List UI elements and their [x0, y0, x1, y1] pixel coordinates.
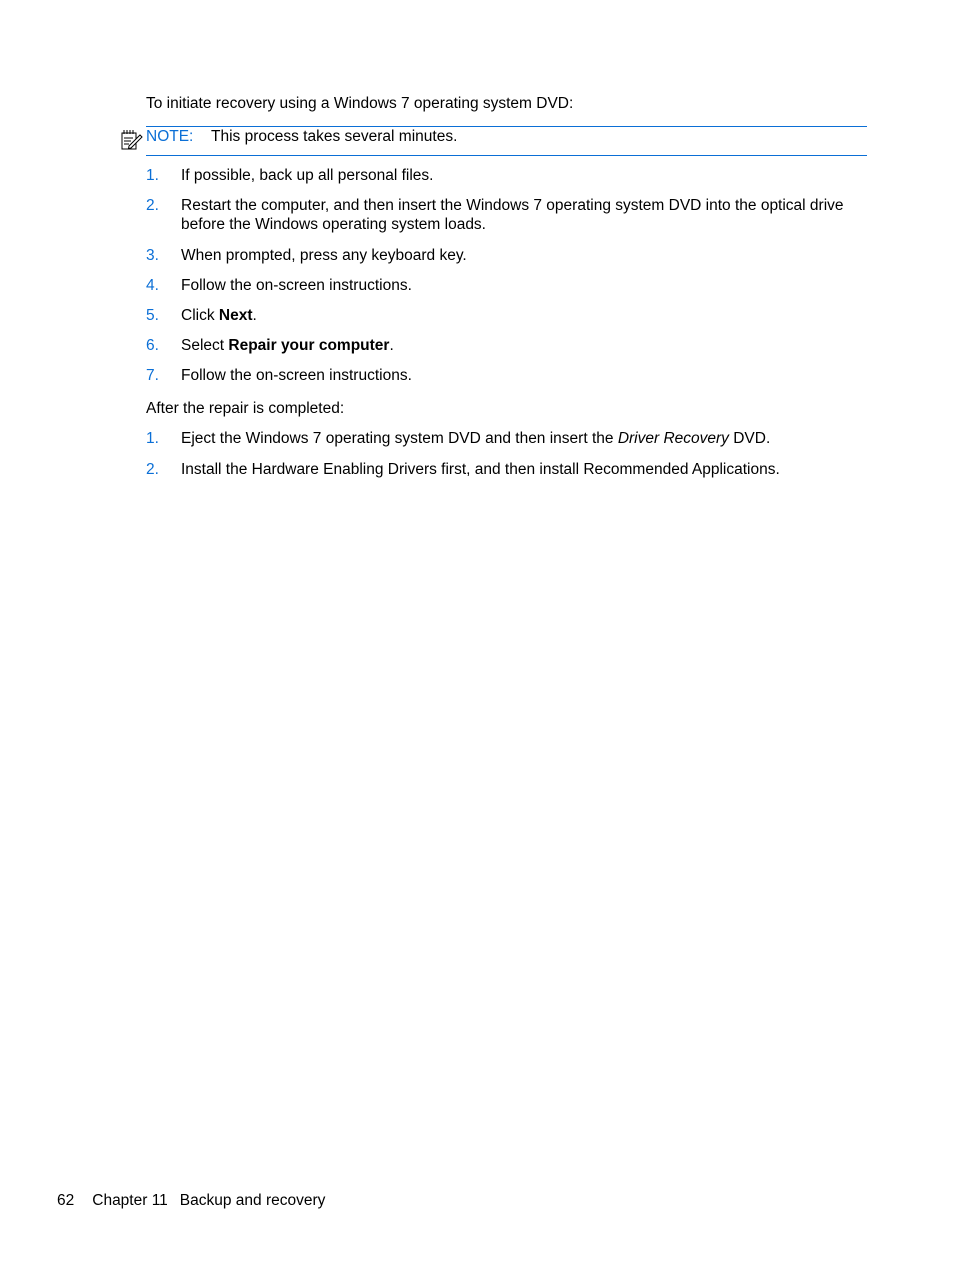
intro-paragraph: To initiate recovery using a Windows 7 operating system DVD:	[146, 95, 574, 112]
step-number: 2.	[146, 461, 159, 478]
recovery-steps-list	[146, 166, 867, 396]
step-text: Restart the computer, and then insert the Windows 7 operating system DVD into the optical drive before the Windows operating system loads.	[181, 197, 844, 233]
step-number: 5.	[146, 307, 159, 324]
note-box	[146, 126, 867, 156]
step-text: Follow the on-screen instructions.	[181, 367, 412, 384]
step-number: 3.	[146, 247, 159, 264]
step-text: Eject the Windows 7 operating system DVD and then insert the Driver Recovery DVD.	[181, 430, 771, 447]
note-icon	[120, 127, 144, 151]
list-item	[146, 366, 867, 385]
step-text: Click Next.	[181, 307, 257, 324]
ui-term: Repair your computer	[228, 337, 390, 354]
step-text: Install the Hardware Enabling Drivers first, and then install Recommended Applications.	[181, 461, 780, 478]
step-text: Select Repair your computer.	[181, 337, 394, 354]
step-text: If possible, back up all personal files.	[181, 167, 434, 184]
list-item	[146, 166, 867, 185]
ui-term: Next	[218, 307, 253, 324]
note-text: This process takes several minutes.	[211, 128, 458, 145]
disc-name: Driver Recovery	[617, 430, 729, 447]
step-number: 4.	[146, 277, 159, 294]
chapter-title: Backup and recovery	[179, 1192, 326, 1209]
list-item	[146, 196, 867, 234]
chapter-label: Chapter 11	[92, 1192, 168, 1209]
list-item	[146, 336, 867, 355]
note-label: NOTE:	[146, 128, 194, 145]
step-number: 6.	[146, 337, 159, 354]
list-item	[146, 306, 867, 325]
after-repair-paragraph: After the repair is completed:	[146, 400, 345, 417]
step-text: When prompted, press any keyboard key.	[181, 247, 467, 264]
page-footer	[57, 1191, 343, 1210]
post-repair-steps-list	[146, 429, 867, 491]
step-number: 7.	[146, 367, 159, 384]
list-item	[146, 246, 867, 265]
list-item	[146, 429, 867, 448]
list-item	[146, 460, 867, 479]
page-number: 62	[57, 1192, 75, 1209]
step-number: 2.	[146, 197, 159, 214]
list-item	[146, 276, 867, 295]
step-text: Follow the on-screen instructions.	[181, 277, 412, 294]
step-number: 1.	[146, 430, 159, 447]
step-number: 1.	[146, 167, 159, 184]
